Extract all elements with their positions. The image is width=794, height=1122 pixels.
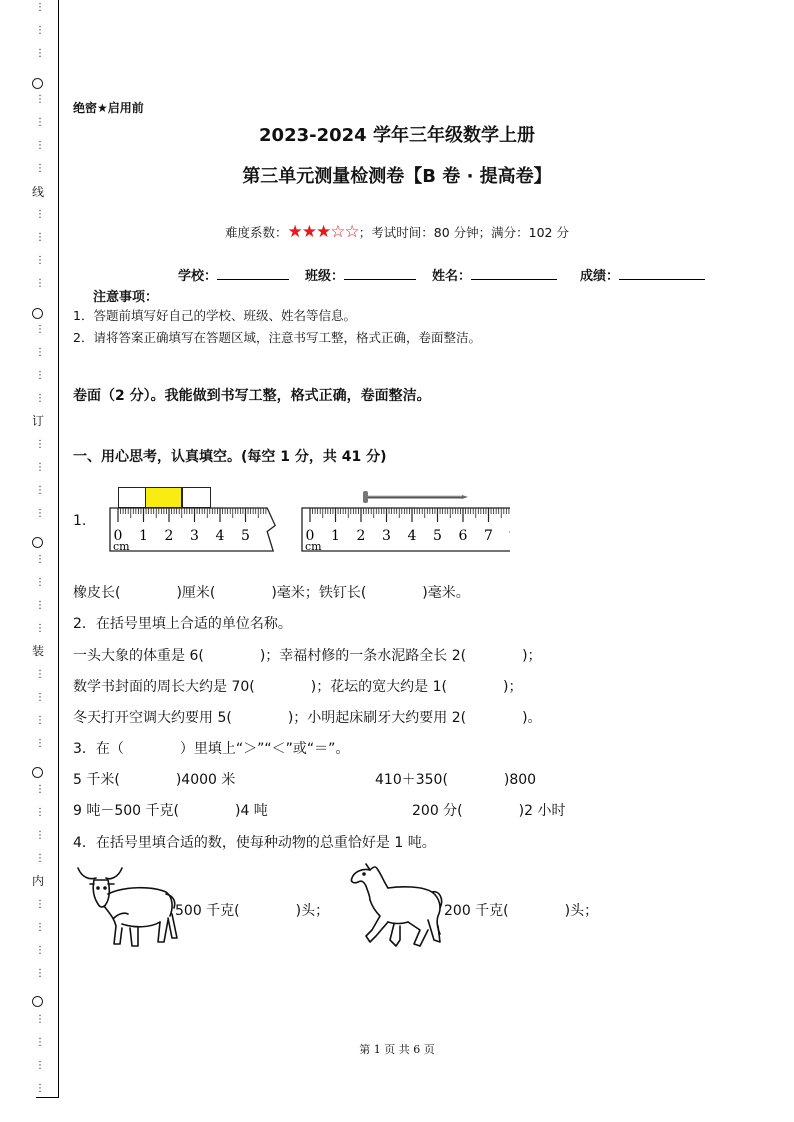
margin-dots: ⋮ [35, 439, 45, 450]
margin-dots: ⋮ [35, 738, 45, 749]
ruler-2-label: 7 [484, 528, 493, 544]
horse-icon [348, 860, 446, 952]
margin-dots: ⋮ [35, 807, 45, 818]
margin-dots: ⋮ [35, 945, 45, 956]
neat-writing-note: 卷面（2 分）。我能做到书写工整，格式正确，卷面整洁。 [73, 388, 431, 404]
margin-circle [32, 537, 43, 548]
exam-subtitle: 第三单元测量检测卷【B 卷 · 提高卷】 [242, 166, 552, 187]
q3-item: 9 吨－500 千克( )4 吨 [73, 803, 268, 819]
exam-title: 2023-2024 学年三年级数学上册 [259, 125, 535, 146]
ruler-2-label: 0 [305, 528, 315, 544]
margin-dots: ⋮ [35, 117, 45, 128]
margin-dots: ⋮ [35, 600, 45, 611]
margin-dots: ⋮ [35, 1083, 45, 1094]
exam-info: ；考试时间：80 分钟；满分：102 分 [358, 225, 569, 240]
ruler-2-label: 2 [356, 528, 366, 544]
margin-dots: ⋮ [35, 25, 45, 36]
margin-dots: ⋮ [35, 922, 45, 933]
margin-dots: ⋮ [35, 278, 45, 289]
margin-circle [32, 996, 43, 1007]
margin-dots: ⋮ [35, 255, 45, 266]
margin-dots: ⋮ [35, 968, 45, 979]
margin-dots: ⋮ [35, 232, 45, 243]
binding-line-bottom [36, 1097, 59, 1098]
margin-dots: ⋮ [35, 784, 45, 795]
q1-answer-line: 橡皮长( )厘米( )毫米；铁钉长( )毫米。 [73, 585, 470, 601]
q2-line: 冬天打开空调大约要用 5( )；小明起床刷牙大约要用 2( )。 [73, 710, 542, 726]
margin-dots: ⋮ [35, 830, 45, 841]
difficulty-label: 难度系数： [225, 225, 288, 240]
margin-dots: ⋮ [35, 485, 45, 496]
name-input-line[interactable] [471, 266, 557, 280]
margin-dots: ⋮ [35, 94, 45, 105]
ruler-2-label: 4 [407, 528, 417, 544]
margin-dots: ⋮ [35, 669, 45, 680]
nail-icon [362, 489, 472, 505]
difficulty-stars [288, 222, 359, 242]
margin-dots: ⋮ [35, 163, 45, 174]
margin-dots: ⋮ [35, 508, 45, 519]
class-input-line[interactable] [344, 266, 416, 280]
stars-filled: ★★★ [287, 222, 331, 242]
margin-dots: ⋮ [35, 623, 45, 634]
ruler-2-label: 6 [458, 528, 468, 544]
ruler-1-label: 2 [164, 528, 174, 544]
margin-char-zhuang: 装 [31, 644, 44, 658]
ruler-1-label: 1 [139, 528, 148, 544]
ruler-2 [300, 505, 510, 555]
margin-dots: ⋮ [35, 715, 45, 726]
margin-circle [32, 78, 43, 89]
margin-dots: ⋮ [35, 370, 45, 381]
margin-dots: ⋮ [35, 209, 45, 220]
margin-dots: ⋮ [35, 853, 45, 864]
notice-title: 注意事项： [93, 290, 159, 305]
margin-char-ding: 订 [31, 414, 44, 428]
margin-dots: ⋮ [35, 577, 45, 588]
confidential-label: 绝密★启用前 [73, 101, 144, 115]
notice-item: 2．请将答案正确填写在答题区域，注意书写工整，格式正确，卷面整洁。 [73, 330, 481, 345]
margin-dots: ⋮ [35, 48, 45, 59]
ruler-2-label: 1 [331, 528, 340, 544]
ruler-2-label: 3 [382, 528, 391, 544]
margin-dots: ⋮ [35, 324, 45, 335]
school-label: 学校： [178, 269, 218, 284]
margin-dots: ⋮ [35, 393, 45, 404]
q3-title: 3．在（ ）里填上“＞”“＜”或“＝”。 [73, 741, 350, 757]
page-number: 第 1 页 共 6 页 [359, 1043, 435, 1056]
school-input-line[interactable] [217, 266, 289, 280]
class-field [305, 265, 416, 284]
margin-circle [32, 308, 43, 319]
name-field [432, 265, 557, 284]
ruler-1-label: 5 [241, 528, 250, 544]
margin-circle [32, 767, 43, 778]
q1-number: 1. [73, 513, 87, 529]
ox-icon [74, 862, 178, 952]
ruler-1-label: 3 [190, 528, 199, 544]
ruler-2-unit: cm [305, 540, 322, 553]
score-input-line[interactable] [619, 266, 705, 280]
q3-item: 200 分( )2 小时 [412, 803, 566, 819]
margin-dots: ⋮ [35, 1014, 45, 1025]
ruler-1-label: 0 [113, 528, 123, 544]
margin-dots: ⋮ [35, 347, 45, 358]
stars-empty: ☆☆ [330, 222, 359, 242]
notice-item: 1．答题前填写好自己的学校、班级、姓名等信息。 [73, 308, 356, 323]
q4-horse-text: 200 千克( )头； [444, 903, 599, 919]
margin-dots: ⋮ [35, 692, 45, 703]
ruler-1-unit: cm [113, 540, 130, 553]
school-field [178, 265, 289, 284]
margin-dots: ⋮ [35, 140, 45, 151]
margin-dots: ⋮ [35, 554, 45, 565]
score-label: 成绩： [580, 269, 620, 284]
q2-title: 2．在括号里填上合适的单位名称。 [73, 616, 292, 632]
margin-char-nei: 内 [31, 874, 44, 888]
q3-item: 410＋350( )800 [375, 772, 537, 788]
margin-dots: ⋮ [35, 899, 45, 910]
margin-dots: ⋮ [35, 462, 45, 473]
q2-line: 一头大象的体重是 6( )；幸福村修的一条水泥路全长 2( )； [73, 648, 542, 664]
q3-item: 5 千米( )4000 米 [73, 772, 236, 788]
name-label: 姓名： [432, 269, 472, 284]
margin-dots: ⋮ [35, 2, 45, 13]
margin-dots: ⋮ [35, 1060, 45, 1071]
exam-meta [0, 222, 794, 242]
ruler-1 [108, 505, 278, 555]
margin-dots: ⋮ [35, 1037, 45, 1048]
q4-title: 4．在括号里填合适的数，使每种动物的总重恰好是 1 吨。 [73, 835, 436, 851]
ruler-2-label: 5 [433, 528, 442, 544]
q2-line: 数学书封面的周长大约是 70( )；花坛的宽大约是 1( )； [73, 679, 523, 695]
class-label: 班级： [305, 269, 345, 284]
q4-ox-text: 500 千克( )头； [175, 903, 330, 919]
ruler-1-label: 4 [215, 528, 225, 544]
section-1-heading: 一、用心思考，认真填空。(每空 1 分，共 41 分) [73, 449, 387, 465]
score-field [580, 265, 705, 284]
margin-char-xian: 线 [31, 185, 44, 199]
